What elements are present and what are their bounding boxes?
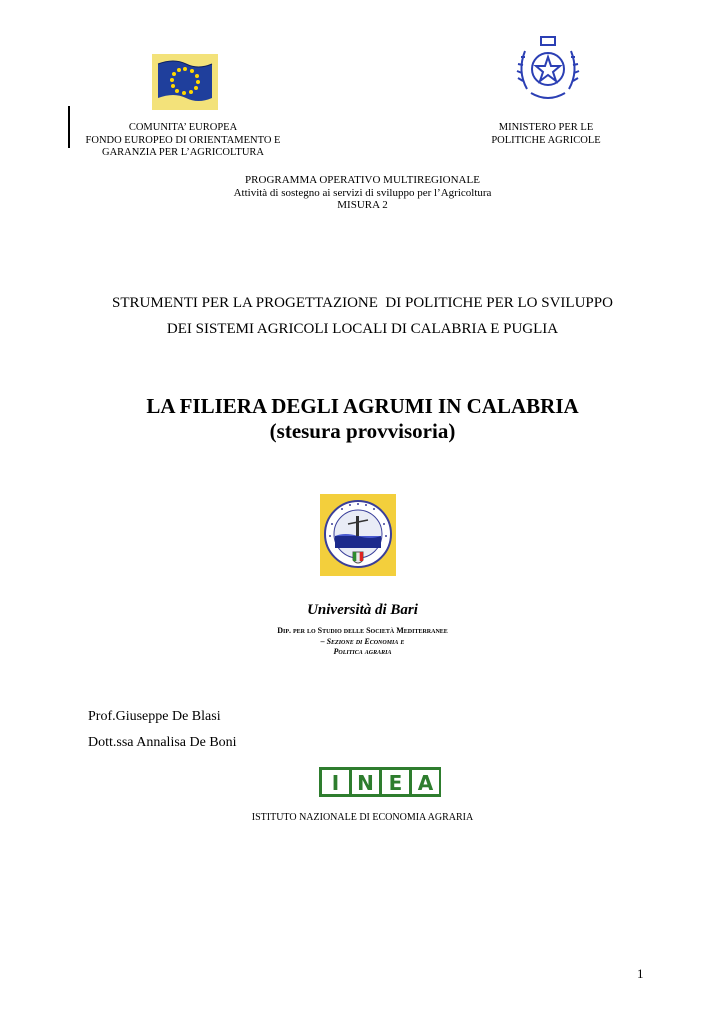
project-heading bbox=[40, 290, 685, 342]
header-left-line: GARANZIA PER L’AGRICOLTURA bbox=[102, 147, 264, 158]
department-line bbox=[140, 637, 585, 648]
title-sub: (stesura provvisoria) bbox=[269, 419, 456, 443]
header-left-line: COMUNITA’ EUROPEA bbox=[128, 122, 238, 133]
author-1: Prof.Giuseppe De Blasi bbox=[88, 709, 221, 724]
department-section: Politica agraria bbox=[333, 647, 392, 656]
header-right bbox=[472, 122, 620, 147]
header-right-line: MINISTERO PER LE bbox=[498, 122, 594, 133]
header-left-line: FONDO EUROPEO DI ORIENTAMENTO E bbox=[85, 134, 281, 146]
university-bari-seal bbox=[320, 494, 396, 576]
page-number: 1 bbox=[637, 966, 644, 981]
project-heading-line: DEI SISTEMI AGRICOLI LOCALI DI CALABRIA E PUGLIA bbox=[166, 321, 559, 337]
program-block bbox=[60, 174, 665, 212]
university-name: Università di Bari bbox=[307, 602, 418, 618]
header-left bbox=[70, 122, 296, 160]
program-line: Attività di sostegno ai servizi di sviluppo per l’Agricoltura bbox=[233, 186, 492, 199]
inea-logo bbox=[319, 767, 441, 797]
inea-letter: I bbox=[331, 771, 340, 795]
department-line: Dip. per lo Studio delle Società Mediterranee bbox=[277, 626, 448, 635]
department-section: – Sezione di Economia e bbox=[320, 636, 405, 646]
italian-republic-emblem bbox=[513, 31, 583, 109]
program-line: PROGRAMMA OPERATIVO MULTIREGIONALE bbox=[245, 174, 480, 186]
header-right-line: POLITICHE AGRICOLE bbox=[491, 134, 601, 146]
inea-letter: E bbox=[388, 771, 403, 795]
project-heading-line: STRUMENTI PER LA PROGETTAZIONE DI POLITICHE PER LO SVILUPPO bbox=[112, 295, 613, 311]
institute-name: ISTITUTO NAZIONALE DI ECONOMIA AGRARIA bbox=[251, 812, 474, 823]
author-2: Dott.ssa Annalisa De Boni bbox=[88, 735, 237, 750]
inea-letter: A bbox=[417, 771, 434, 795]
inea-letter: N bbox=[357, 771, 374, 795]
program-line: MISURA 2 bbox=[337, 199, 388, 211]
department-line bbox=[140, 647, 585, 658]
eu-flag-logo bbox=[152, 54, 218, 110]
document-title bbox=[40, 394, 685, 444]
department bbox=[140, 626, 585, 658]
title-main: LA FILIERA DEGLI AGRUMI IN CALABRIA bbox=[146, 394, 579, 418]
